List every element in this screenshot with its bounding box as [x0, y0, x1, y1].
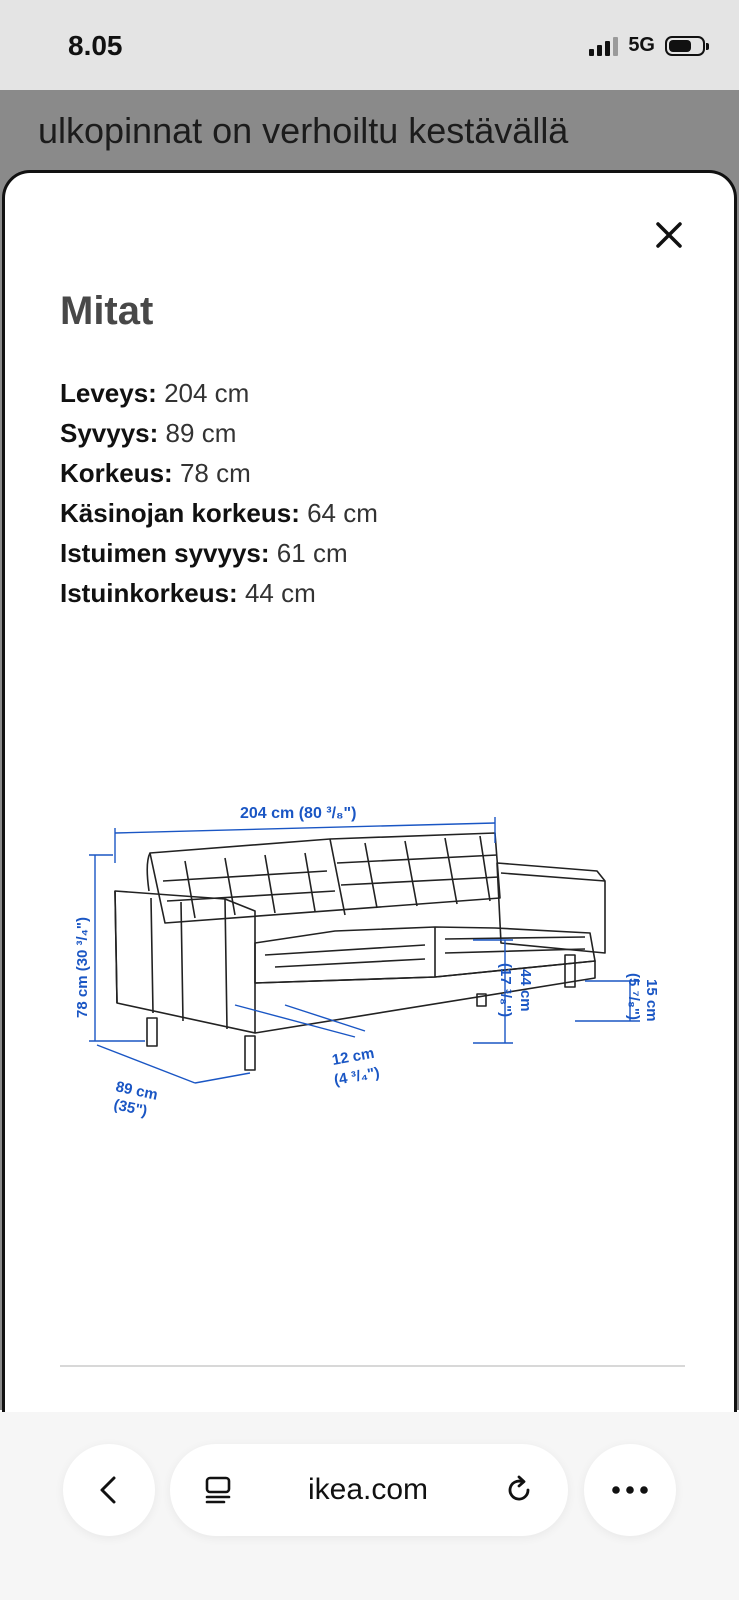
dimension-label: Syvyys:	[60, 418, 159, 448]
sofa-drawing	[115, 833, 605, 1070]
height-label: 78 cm (30 ³/₄")	[74, 917, 91, 1018]
dimensions-modal	[2, 170, 737, 1420]
network-type: 5G	[628, 34, 655, 56]
battery-level	[669, 40, 691, 52]
dimension-row	[60, 533, 378, 573]
dimension-row	[60, 453, 378, 493]
clearance-label-inches: (5 ⁷/₈")	[625, 973, 642, 1020]
close-icon	[645, 211, 693, 259]
depth-label: 89 cm	[114, 1078, 160, 1104]
address-bar[interactable]	[170, 1444, 568, 1536]
dimension-row	[60, 413, 378, 453]
dimension-label: Käsinojan korkeus:	[60, 498, 300, 528]
modal-title: Mitat	[60, 289, 154, 333]
reload-icon[interactable]	[502, 1473, 536, 1507]
status-icons	[589, 34, 705, 57]
dimension-value: 64 cm	[307, 498, 378, 528]
sofa-dimension-diagram	[65, 803, 685, 1203]
width-label: 204 cm (80 ³/₈")	[240, 805, 357, 822]
clearance-label: 15 cm	[643, 979, 660, 1022]
close-button[interactable]	[645, 211, 693, 259]
background-text: ulkopinnat on verhoiltu kestävällä	[38, 110, 569, 151]
dimension-row	[60, 493, 378, 533]
dimension-label: Istuimen syvyys:	[60, 538, 270, 568]
dimension-value: 44 cm	[244, 578, 316, 608]
leg-label-inches: (4 ³/₄")	[332, 1064, 381, 1089]
status-time: 8.05	[68, 30, 123, 61]
dimension-label: Leveys:	[60, 378, 157, 408]
dimension-row	[60, 373, 378, 413]
dimension-value: 61 cm	[276, 538, 348, 568]
battery-icon	[665, 36, 705, 56]
browser-toolbar	[0, 1412, 739, 1600]
tabs-icon[interactable]	[202, 1474, 234, 1506]
chevron-left-icon	[92, 1473, 126, 1507]
dimension-row	[60, 573, 378, 613]
seat-height-label: 44 cm	[517, 969, 534, 1012]
dimension-label: Korkeus:	[60, 458, 173, 488]
dimensions-list	[60, 373, 378, 613]
seat-height-label-inches: (17 ³/₈")	[497, 963, 514, 1018]
dimension-label: Istuinkorkeus:	[60, 578, 238, 608]
divider	[60, 1365, 685, 1367]
url-text[interactable]: ikea.com	[307, 1473, 429, 1506]
back-button[interactable]	[63, 1444, 155, 1536]
signal-icon	[589, 36, 618, 56]
more-button[interactable]	[584, 1444, 676, 1536]
status-bar	[0, 0, 739, 90]
dimension-value: 78 cm	[179, 458, 251, 488]
depth-label-inches: (35")	[112, 1096, 149, 1120]
dimension-value: 89 cm	[165, 418, 237, 448]
more-icon	[610, 1484, 650, 1496]
dimension-value: 204 cm	[164, 378, 250, 408]
leg-label: 12 cm	[330, 1044, 376, 1069]
